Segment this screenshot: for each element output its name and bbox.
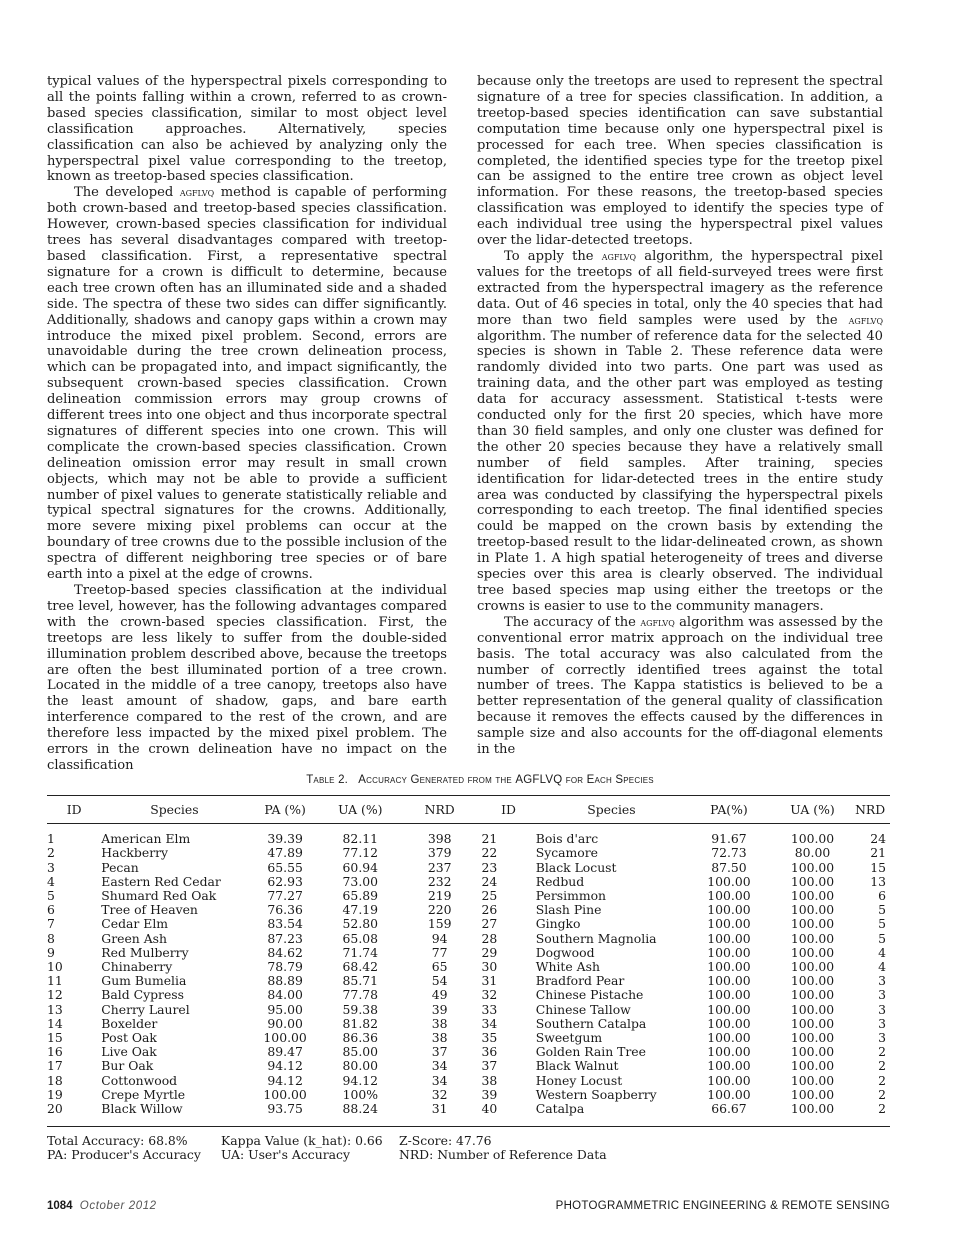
table-caption: Table 2. Accuracy Generated from the AGFLVQ for Each Species <box>306 774 654 786</box>
cell-species-2: Persimmon <box>535 888 607 904</box>
cell-pa: 95.00 <box>267 1001 303 1017</box>
cell-species: Bur Oak <box>101 1058 154 1074</box>
cell-id: 1 <box>47 831 55 847</box>
cell-species-2: Black Locust <box>535 859 617 875</box>
cell-id-2: 23 <box>481 859 498 875</box>
cell-pa-2: 100.00 <box>707 973 751 989</box>
cell-pa-2: 100.00 <box>707 987 751 1003</box>
cell-id-2: 29 <box>481 944 498 960</box>
right-paragraph-3: The accuracy of the agflvq algorithm was assessed by the conventional error matrix approach on the individual tree basis. The total accuracy was also calculated from the number of correctly identified trees against the total number of trees. The Kappa statistics is believed to be a better representation of the general quality of classification because it removes the effects caused by the differences in sample size and also accounts for the off-diagonal elements in the <box>477 614 883 758</box>
issue-date: October 2012 <box>79 1200 157 1212</box>
cell-nrd-2: 4 <box>878 944 886 960</box>
cell-pa-2: 100.00 <box>707 1058 751 1074</box>
cell-species-2: White Ash <box>535 959 600 975</box>
cell-species-2: Black Walnut <box>535 1058 619 1074</box>
cell-species: Cottonwood <box>101 1072 178 1088</box>
cell-ua: 65.08 <box>342 930 379 946</box>
cell-ua-2: 100.00 <box>790 1030 835 1046</box>
table-row <box>47 875 890 889</box>
cell-nrd: 34 <box>431 1058 448 1074</box>
cell-id-2: 38 <box>481 1072 498 1088</box>
cell-id-2: 31 <box>481 973 498 989</box>
table-row <box>47 1059 890 1073</box>
cell-species: Boxelder <box>101 1015 158 1031</box>
table-row <box>47 903 890 917</box>
table-row <box>47 1088 890 1102</box>
cell-ua: 85.00 <box>342 1044 379 1060</box>
cell-pa-2: 66.67 <box>687 1102 771 1127</box>
cell-id: 12 <box>47 987 63 1003</box>
cell-ua: 52.80 <box>342 916 379 932</box>
table-row <box>47 1102 890 1127</box>
cell-nrd-2: 5 <box>878 902 886 918</box>
cell-id: 9 <box>47 944 55 960</box>
cell-species-2: Western Soapberry <box>535 1086 657 1102</box>
cell-species: Live Oak <box>101 1044 157 1060</box>
cell-id: 2 <box>47 845 55 861</box>
cell-pa: 62.93 <box>267 873 303 889</box>
cell-ua: 94.12 <box>342 1072 379 1088</box>
cell-nrd: 54 <box>431 973 448 989</box>
cell-id: 11 <box>47 973 63 989</box>
cell-id-2: 34 <box>481 1015 498 1031</box>
cell-pa: 65.55 <box>267 859 303 875</box>
cell-species: Eastern Red Cedar <box>101 873 221 889</box>
header-pa-2: PA(%) <box>687 796 771 824</box>
cell-id-2: 32 <box>481 987 498 1003</box>
cell-species: Post Oak <box>101 1030 157 1046</box>
nrd-definition: NRD: Number of Reference Data <box>399 1147 607 1162</box>
cell-nrd: 398 <box>427 831 452 847</box>
cell-ua: 77.78 <box>342 987 379 1003</box>
cell-nrd: 77 <box>431 944 448 960</box>
table-row <box>47 988 890 1002</box>
table-row <box>47 1017 890 1031</box>
cell-species-2: Sycamore <box>535 845 599 861</box>
cell-id: 3 <box>47 859 55 875</box>
cell-nrd-2: 3 <box>878 1030 886 1046</box>
right-paragraph-1: because only the treetops are used to represent the spectral signature of a tree for species classification. In addition, a treetop-based species identification can save substantial computation time because only one hyperspectral pixel is processed for each tree. When species classification is completed, the identified species type for the treetop pixel can be assigned to the entire tree crown as object level information. For these reasons, the treetop-based species classification was employed to identify the species type of each individual tree using the hyperspectral pixel values over the lidar-detected treetops. <box>477 74 883 249</box>
table-row <box>47 1045 890 1059</box>
cell-species-2: Chinese Pistache <box>535 987 644 1003</box>
cell-ua-2: 100.00 <box>790 959 835 975</box>
cell-nrd: 38 <box>431 1015 448 1031</box>
cell-ua-2: 100.00 <box>790 944 835 960</box>
table-row <box>47 824 890 847</box>
cell-species: Black Willow <box>101 1102 247 1127</box>
total-accuracy: Total Accuracy: 68.8% <box>47 1133 188 1148</box>
cell-species: Bald Cypress <box>101 987 185 1003</box>
table-row <box>47 1003 890 1017</box>
page-number: 1084 <box>47 1200 73 1212</box>
cell-nrd: 220 <box>427 902 452 918</box>
cell-pa: 39.39 <box>267 831 303 847</box>
cell-id: 18 <box>47 1072 63 1088</box>
header-pa: PA (%) <box>248 796 323 824</box>
cell-species-2: Sweetgum <box>535 1030 603 1046</box>
cell-nrd-2: 3 <box>878 987 886 1003</box>
cell-ua: 60.94 <box>342 859 379 875</box>
cell-species-2: Chinese Tallow <box>535 1001 631 1017</box>
cell-nrd: 34 <box>431 1072 448 1088</box>
cell-id: 5 <box>47 888 55 904</box>
accuracy-table <box>47 795 890 1127</box>
cell-pa: 100.00 <box>263 1086 307 1102</box>
cell-pa-2: 100.00 <box>707 1072 751 1088</box>
cell-pa-2: 100.00 <box>707 1086 751 1102</box>
cell-ua-2: 100.00 <box>790 1001 835 1017</box>
header-species-2: Species <box>536 796 687 824</box>
table-row <box>47 1074 890 1088</box>
cell-pa-2: 100.00 <box>707 1001 751 1017</box>
cell-id: 6 <box>47 902 55 918</box>
cell-species: Green Ash <box>101 930 167 946</box>
cell-nrd: 39 <box>431 1001 448 1017</box>
cell-id-2: 35 <box>481 1030 498 1046</box>
cell-ua-2: 100.00 <box>790 831 835 847</box>
cell-id: 7 <box>47 916 55 932</box>
cell-pa: 93.75 <box>248 1102 323 1127</box>
cell-id-2: 36 <box>481 1044 498 1060</box>
cell-nrd-2: 4 <box>878 959 886 975</box>
cell-id-2: 25 <box>481 888 498 904</box>
cell-id-2: 27 <box>481 916 498 932</box>
cell-ua-2: 100.00 <box>790 1058 835 1074</box>
cell-pa-2: 100.00 <box>707 1030 751 1046</box>
table-row <box>47 960 890 974</box>
cell-ua-2: 100.00 <box>790 1072 835 1088</box>
cell-nrd-2: 13 <box>870 873 886 889</box>
cell-id-2: 40 <box>481 1102 535 1127</box>
cell-ua: 65.89 <box>342 888 379 904</box>
cell-species: Chinaberry <box>101 959 173 975</box>
cell-species: Cherry Laurel <box>101 1001 190 1017</box>
table-row <box>47 946 890 960</box>
cell-ua-2: 100.00 <box>790 1015 835 1031</box>
header-species: Species <box>101 796 247 824</box>
cell-pa-2: 100.00 <box>707 959 751 975</box>
cell-pa: 78.79 <box>267 959 303 975</box>
cell-ua-2: 100.00 <box>790 973 835 989</box>
left-paragraph-1: typical values of the hyperspectral pixels corresponding to all the points falling within a crown, referred to as crown-based species classification, similar to most object level classification approaches. Alternatively, species classification can also be achieved by analyzing only the hyperspectral pixel value corresponding to the treetop, known as treetop-based species classification. <box>47 74 447 185</box>
cell-pa: 94.12 <box>267 1058 303 1074</box>
cell-species-2: Southern Magnolia <box>535 930 657 946</box>
cell-species-2: Bradford Pear <box>535 973 625 989</box>
cell-id-2: 26 <box>481 902 498 918</box>
cell-pa-2: 100.00 <box>707 930 751 946</box>
cell-id-2: 28 <box>481 930 498 946</box>
cell-nrd-2: 3 <box>878 1015 886 1031</box>
cell-pa-2: 72.73 <box>711 845 747 861</box>
header-id: ID <box>47 796 101 824</box>
cell-pa: 77.27 <box>267 888 303 904</box>
header-id-2: ID <box>481 796 535 824</box>
cell-ua-2: 80.00 <box>794 845 831 861</box>
cell-species: Cedar Elm <box>101 916 169 932</box>
cell-species-2: Southern Catalpa <box>535 1015 647 1031</box>
cell-nrd: 49 <box>431 987 448 1003</box>
cell-id: 19 <box>47 1086 63 1102</box>
cell-species: Tree of Heaven <box>101 902 198 918</box>
header-ua: UA (%) <box>323 796 398 824</box>
table-row <box>47 846 890 860</box>
header-nrd-2: NRD <box>854 796 890 824</box>
cell-pa-2: 100.00 <box>707 944 751 960</box>
cell-id-2: 37 <box>481 1058 498 1074</box>
cell-id: 17 <box>47 1058 63 1074</box>
cell-ua: 59.38 <box>342 1001 379 1017</box>
cell-nrd-2: 5 <box>878 930 886 946</box>
cell-species: Hackberry <box>101 845 169 861</box>
cell-ua: 47.19 <box>342 902 379 918</box>
cell-nrd-2: 3 <box>878 973 886 989</box>
cell-nrd-2: 2 <box>878 1072 886 1088</box>
cell-nrd-2: 2 <box>854 1102 890 1127</box>
cell-ua-2: 100.00 <box>790 859 835 875</box>
cell-pa: 47.89 <box>267 845 303 861</box>
cell-nrd-2: 5 <box>878 916 886 932</box>
cell-id: 4 <box>47 873 55 889</box>
cell-species-2: Slash Pine <box>535 902 602 918</box>
cell-species: American Elm <box>101 831 191 847</box>
cell-id-2: 24 <box>481 873 498 889</box>
journal-name: PHOTOGRAMMETRIC ENGINEERING & REMOTE SENSING <box>555 1200 890 1212</box>
cell-ua-2: 100.00 <box>790 987 835 1003</box>
cell-id: 16 <box>47 1044 63 1060</box>
cell-species-2: Golden Rain Tree <box>535 1044 646 1060</box>
cell-ua: 88.24 <box>323 1102 398 1127</box>
cell-species-2: Honey Locust <box>535 1072 623 1088</box>
cell-species-2: Dogwood <box>535 944 595 960</box>
cell-pa: 87.23 <box>267 930 303 946</box>
cell-pa: 88.89 <box>267 973 303 989</box>
cell-species: Red Mulberry <box>101 944 189 960</box>
cell-ua-2: 100.00 <box>790 1086 835 1102</box>
cell-ua: 85.71 <box>342 973 379 989</box>
cell-nrd: 237 <box>427 859 452 875</box>
cell-pa: 76.36 <box>267 902 303 918</box>
cell-pa-2: 87.50 <box>711 859 747 875</box>
cell-pa: 89.47 <box>267 1044 303 1060</box>
cell-pa: 94.12 <box>267 1072 303 1088</box>
cell-id-2: 22 <box>481 845 498 861</box>
cell-pa: 83.54 <box>267 916 303 932</box>
cell-ua-2: 100.00 <box>790 1044 835 1060</box>
cell-nrd: 94 <box>431 930 448 946</box>
cell-nrd: 159 <box>427 916 452 932</box>
left-paragraph-3: Treetop-based species classification at the individual tree level, however, has the following advantages compared with the crown-based species classification. First, the treetops are less likely to suffer from the double-sided illumination problem described above, because the treetops are often the best illuminated portion of a tree crown. Located in the middle of a tree canopy, treetops also have the least amount of shadow, gaps, and bare earth interference compared to the rest of the crown, and are therefore less impacted by the mixed pixel problem. The errors in the crown delineation have no impact on the classification <box>47 583 447 773</box>
cell-species: Pecan <box>101 859 139 875</box>
cell-nrd-2: 2 <box>878 1086 886 1102</box>
cell-id: 8 <box>47 930 55 946</box>
cell-nrd-2: 24 <box>870 831 886 847</box>
cell-ua-2: 100.00 <box>790 873 835 889</box>
cell-pa-2: 100.00 <box>707 902 751 918</box>
cell-ua-2: 100.00 <box>790 888 835 904</box>
cell-species-2: Redbud <box>535 873 585 889</box>
cell-ua-2: 100.00 <box>790 930 835 946</box>
cell-id-2: 21 <box>481 831 498 847</box>
ua-definition: UA: User's Accuracy <box>221 1147 350 1162</box>
cell-nrd: 37 <box>431 1044 448 1060</box>
kappa-value: Kappa Value (k_hat): 0.66 <box>221 1133 383 1148</box>
cell-ua-2: 100.00 <box>771 1102 855 1127</box>
left-paragraph-2: The developed agflvq method is capable of performing both crown-based and treetop-based species classification. However, crown-based species classification for individual trees has several disadvantages compared with treetop-based classification. First, a representative spectral signature for a crown is difficult to determine, because each tree crown often has an illuminated side and a shaded side. The spectra of these two sides can differ significantly. Additionally, shadows and canopy gaps within a crown may introduce the mixed pixel problem. Second, errors are unavoidable during the tree crown delineation process, which can be propagated into, and impact significantly, the subsequent crown-based species classification. Crown delineation commission errors may group crowns of different trees into one object and thus incorporate spectral signatures of different species into one crown. This will complicate the crown-based species classification. Crown delineation omission error may result in small crown objects, which may not be able to provide a sufficient number of pixel values to generate statistically reliable and typical spectral signatures for the crowns. Additionally, more severe mixing pixel problems can occur at the boundary of tree crowns due to the possible inclusion of the spectra of different neighboring tree species or of bare earth into a pixel at the edge of crowns. <box>47 185 448 583</box>
cell-species: Gum Bumelia <box>101 973 187 989</box>
table-header-row <box>47 796 890 824</box>
cell-nrd: 65 <box>431 959 448 975</box>
right-paragraph-2: To apply the agflvq algorithm, the hyperspectral pixel values for the treetops of all field-surveyed trees were first extracted from the hyperspectral imagery as the reference data. Out of 46 species in total, only the 40 species that had more than two field samples were used by the agflvq algorithm. The number of reference data for the selected 40 species is shown in Table 2. These reference data were randomly divided into two parts. One part was used as training data, and the other part was employed as testing data for accuracy assessment. Statistical t-tests were conducted only for the first 20 species, which have more than 30 field samples, and only one cluster was defined for the other 20 species because they have a relatively small number of field samples. After training, species identification for lidar-detected trees in the entire study area was conducted by classifying the hyperspectral pixels corresponding to each treetop. The final identified species could be mapped on the crown basis by extending the treetop-based result to the lidar-delineated crown, as shown in Plate 1. A high spatial heterogeneity of trees and diverse species over this area is clearly observed. The individual tree based species map using either the treetops or the crowns is easier to use to the community managers. <box>477 248 883 614</box>
cell-pa-2: 91.67 <box>711 831 747 847</box>
cell-ua: 100% <box>342 1086 379 1102</box>
table-row <box>47 917 890 931</box>
cell-id-2: 39 <box>481 1086 498 1102</box>
cell-nrd-2: 3 <box>878 1001 886 1017</box>
left-column <box>47 74 447 774</box>
cell-ua: 68.42 <box>342 959 379 975</box>
cell-species: Shumard Red Oak <box>101 888 217 904</box>
table-row <box>47 932 890 946</box>
table-row <box>47 1031 890 1045</box>
cell-ua-2: 100.00 <box>790 902 835 918</box>
cell-nrd-2: 2 <box>878 1044 886 1060</box>
cell-species-2: Bois d'arc <box>535 831 599 847</box>
cell-nrd-2: 15 <box>870 859 886 875</box>
cell-pa-2: 100.00 <box>707 916 751 932</box>
cell-ua: 71.74 <box>342 944 379 960</box>
header-nrd: NRD <box>398 796 482 824</box>
pa-definition: PA: Producer's Accuracy <box>47 1147 201 1162</box>
cell-pa-2: 100.00 <box>707 1044 751 1060</box>
cell-pa-2: 100.00 <box>707 1015 751 1031</box>
table-row <box>47 889 890 903</box>
cell-pa: 84.00 <box>267 987 303 1003</box>
cell-species: Crepe Myrtle <box>101 1086 186 1102</box>
cell-pa-2: 100.00 <box>707 873 751 889</box>
cell-id: 10 <box>47 959 63 975</box>
cell-pa-2: 100.00 <box>707 888 751 904</box>
cell-ua: 80.00 <box>342 1058 379 1074</box>
right-column <box>477 74 883 758</box>
cell-nrd-2: 21 <box>870 845 886 861</box>
cell-ua: 82.11 <box>342 831 379 847</box>
cell-pa: 90.00 <box>267 1015 303 1031</box>
cell-nrd: 32 <box>431 1086 448 1102</box>
cell-species-2: Catalpa <box>536 1102 687 1127</box>
table-body <box>47 824 890 1127</box>
cell-id: 14 <box>47 1015 63 1031</box>
cell-ua: 81.82 <box>342 1015 379 1031</box>
cell-nrd: 379 <box>427 845 452 861</box>
cell-id: 13 <box>47 1001 63 1017</box>
cell-ua: 77.12 <box>342 845 379 861</box>
page-footer <box>47 1200 890 1216</box>
header-ua-2: UA (%) <box>771 796 855 824</box>
cell-nrd: 219 <box>427 888 452 904</box>
cell-ua: 73.00 <box>342 873 379 889</box>
cell-ua: 86.36 <box>342 1030 379 1046</box>
cell-ua-2: 100.00 <box>790 916 835 932</box>
cell-nrd-2: 6 <box>878 888 886 904</box>
cell-id-2: 33 <box>481 1001 498 1017</box>
cell-id: 15 <box>47 1030 63 1046</box>
cell-pa: 100.00 <box>263 1030 307 1046</box>
cell-nrd: 232 <box>427 873 452 889</box>
cell-nrd-2: 2 <box>878 1058 886 1074</box>
z-score: Z-Score: 47.76 <box>399 1133 492 1148</box>
cell-id-2: 30 <box>481 959 498 975</box>
cell-pa: 84.62 <box>267 944 303 960</box>
cell-id: 20 <box>47 1102 101 1127</box>
cell-species-2: Gingko <box>535 916 581 932</box>
table-row <box>47 861 890 875</box>
cell-nrd: 31 <box>398 1102 482 1127</box>
table-row <box>47 974 890 988</box>
cell-nrd: 38 <box>431 1030 448 1046</box>
